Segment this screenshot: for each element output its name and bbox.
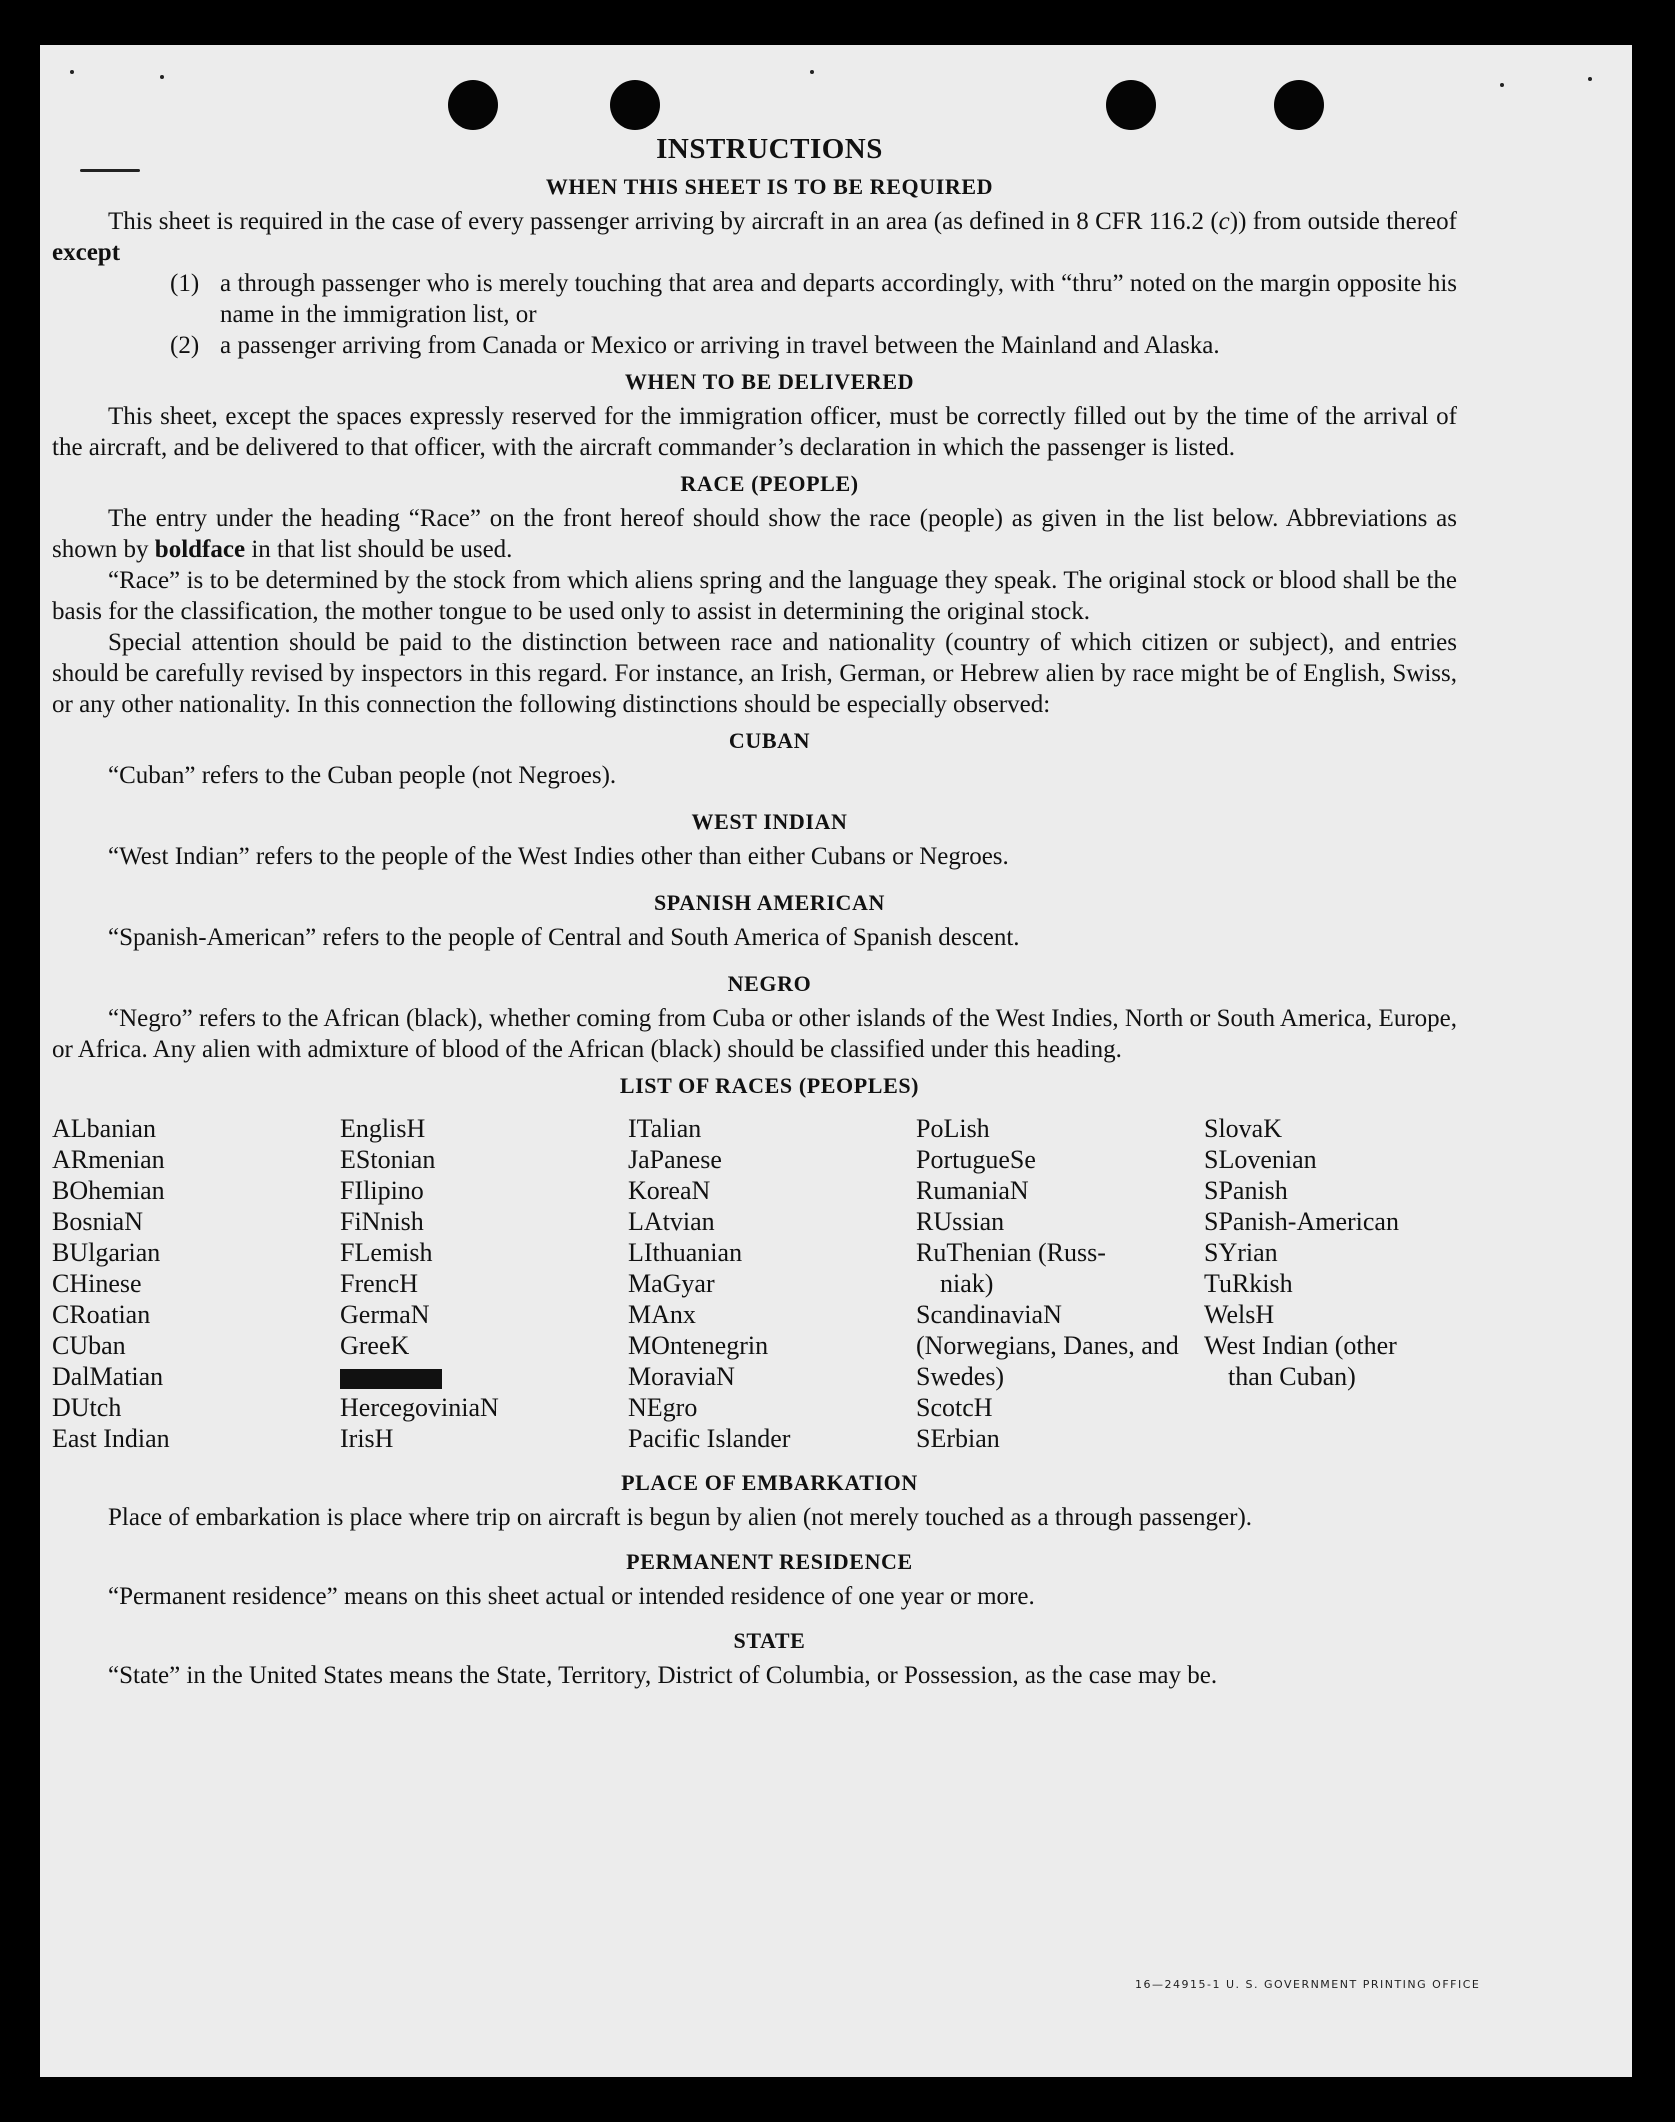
race-item: HercegoviniaN (340, 1393, 499, 1422)
races-list (52, 1113, 1457, 1454)
race-item: LAtvian (628, 1207, 715, 1236)
spanish-american-body: “Spanish-American” refers to the people of Central and South America of Spanish descent. (108, 924, 1020, 951)
race-item: LIthuanian (628, 1238, 743, 1267)
race-paragraph-3: Special attention should be paid to the distinction between race and nationality (country of which citizen or subject), and entries should be carefully revised by inspectors in this regard. For instance, an Irish, German, or Hebrew alien by race might be of English, Swiss, or any other nationality. In this connection the following distinctions should be especially observed: (52, 629, 1457, 718)
races-column-5 (1204, 1113, 1457, 1454)
race-item: ScotcH (916, 1393, 993, 1422)
race-item: RUssian (916, 1207, 1005, 1236)
punch-hole (610, 80, 660, 130)
race-item: MOntenegrin (628, 1331, 769, 1360)
when-required-intro: This sheet is required in the case of every passenger arriving by aircraft in an area (as defined in 8 CFR 116.2 (c)) from outside thereof except (52, 208, 1457, 266)
race-item: ARmenian (52, 1145, 165, 1174)
speck (160, 75, 164, 79)
race-item: BOhemian (52, 1176, 165, 1205)
race-item: WelsH (1204, 1300, 1275, 1329)
when-delivered-body: This sheet, except the spaces expressly reserved for the immigration officer, must be correctly filled out by the time of the arrival of the aircraft, and be delivered to that officer, with the aircraft commander’s declaration in which the passenger is listed. (52, 403, 1457, 461)
punch-hole (1274, 80, 1324, 130)
speck (70, 70, 74, 74)
race-item: SlovaK (1204, 1114, 1282, 1143)
race-item: East Indian (52, 1424, 170, 1453)
race-item: RumaniaN (916, 1176, 1029, 1205)
race-item: CUban (52, 1331, 126, 1360)
race-item: West Indian (other (1204, 1331, 1397, 1360)
race-item: GreeK (340, 1331, 410, 1360)
exception-item-1: (1) a through passenger who is merely touching that area and departs accordingly, with “thru” noted on the margin opposite his name in the immigration list, or (170, 270, 1457, 328)
race-item: BosniaN (52, 1207, 143, 1236)
race-item: FIlipino (340, 1176, 424, 1205)
page-title: INSTRUCTIONS (656, 133, 883, 165)
heading-race: RACE (PEOPLE) (680, 471, 859, 496)
race-item: SErbian (916, 1424, 1000, 1453)
punch-hole (448, 80, 498, 130)
race-item: BUlgarian (52, 1238, 161, 1267)
race-item: Pacific Islander (628, 1424, 791, 1453)
race-item: ScandinaviaN (Norwegians, Danes, and Swedes) (916, 1300, 1179, 1391)
race-item: SPanish (1204, 1176, 1288, 1205)
punch-hole (1106, 80, 1156, 130)
residence-body: “Permanent residence” means on this sheet actual or intended residence of one year or more. (108, 1583, 1035, 1610)
heading-spanish-american: SPANISH AMERICAN (653, 890, 886, 915)
race-item: DUtch (52, 1393, 122, 1422)
heading-cuban: CUBAN (728, 728, 811, 753)
printing-office-footnote: 16—24915-1 U. S. GOVERNMENT PRINTING OFFICE (1135, 1978, 1481, 1991)
race-item: CRoatian (52, 1300, 151, 1329)
race-item: TuRkish (1204, 1269, 1293, 1298)
race-item: FLemish (340, 1238, 433, 1267)
race-item: than Cuban) (1228, 1362, 1356, 1391)
heading-place-of-embarkation: PLACE OF EMBARKATION (621, 1470, 918, 1495)
race-item: SLovenian (1204, 1145, 1317, 1174)
race-paragraph-2: “Race” is to be determined by the stock from which aliens spring and the language they speak. The original stock or blood shall be the basis for the classification, the mother tongue to be used only to assist in determining the original stock. (52, 567, 1457, 625)
speck (1500, 83, 1504, 87)
race-paragraph-1: The entry under the heading “Race” on the front hereof should show the race (people) as given in the list below. Abbreviations as shown by boldface in that list should be used. (52, 505, 1457, 563)
races-column-2 (340, 1113, 628, 1454)
heading-list-of-races: LIST OF RACES (PEOPLES) (619, 1073, 920, 1098)
race-item: IrisH (340, 1424, 394, 1453)
race-item: ITalian (628, 1114, 702, 1143)
race-item: niak) (940, 1269, 994, 1298)
race-item: PortugueSe (916, 1145, 1036, 1174)
heading-negro: NEGRO (727, 971, 812, 996)
races-column-3 (628, 1113, 916, 1454)
race-item: ALbanian (52, 1114, 156, 1143)
race-item: KoreaN (628, 1176, 711, 1205)
races-column-1 (52, 1113, 340, 1454)
heading-when-required: WHEN THIS SHEET IS TO BE REQUIRED (545, 174, 994, 199)
race-item: SPanish-American (1204, 1207, 1399, 1236)
race-item: PoLish (916, 1114, 990, 1143)
heading-west-indian: WEST INDIAN (691, 809, 848, 834)
race-item: NEgro (628, 1393, 698, 1422)
race-item: SYrian (1204, 1238, 1278, 1267)
redacted-race-item (340, 1361, 628, 1392)
instructions-content (52, 132, 1457, 1691)
embarkation-body: Place of embarkation is place where trip on aircraft is begun by alien (not merely touched as a through passenger). (108, 1504, 1253, 1531)
race-item: JaPanese (628, 1145, 722, 1174)
race-item: EStonian (340, 1145, 436, 1174)
race-item: DalMatian (52, 1362, 164, 1391)
race-item: RuThenian (Russ- (916, 1238, 1106, 1267)
races-column-4 (916, 1113, 1204, 1454)
exception-item-2: (2) a passenger arriving from Canada or Mexico or arriving in travel between the Mainland and Alaska. (170, 332, 1220, 359)
race-item: FrencH (340, 1269, 418, 1298)
heading-state: STATE (733, 1628, 806, 1653)
negro-body: “Negro” refers to the African (black), whether coming from Cuba or other islands of the West Indies, North or South America, Europe, or Africa. Any alien with admixture of blood of the African (black) should be classified under this heading. (52, 1005, 1457, 1063)
race-item: MAnx (628, 1300, 696, 1329)
heading-when-delivered: WHEN TO BE DELIVERED (624, 369, 915, 394)
race-item: MoraviaN (628, 1362, 735, 1391)
cuban-body: “Cuban” refers to the Cuban people (not Negroes). (108, 762, 617, 789)
race-item: MaGyar (628, 1269, 715, 1298)
heading-permanent-residence: PERMANENT RESIDENCE (626, 1549, 913, 1574)
state-body: “State” in the United States means the State, Territory, District of Columbia, or Possession, as the case may be. (108, 1662, 1218, 1689)
west-indian-body: “West Indian” refers to the people of the West Indies other than either Cubans or Negroes. (108, 843, 1009, 870)
speck (810, 70, 814, 74)
race-item: GermaN (340, 1300, 430, 1329)
race-item: CHinese (52, 1269, 142, 1298)
race-item: FiNnish (340, 1207, 424, 1236)
speck (1588, 77, 1592, 81)
race-item: EnglisH (340, 1114, 426, 1143)
